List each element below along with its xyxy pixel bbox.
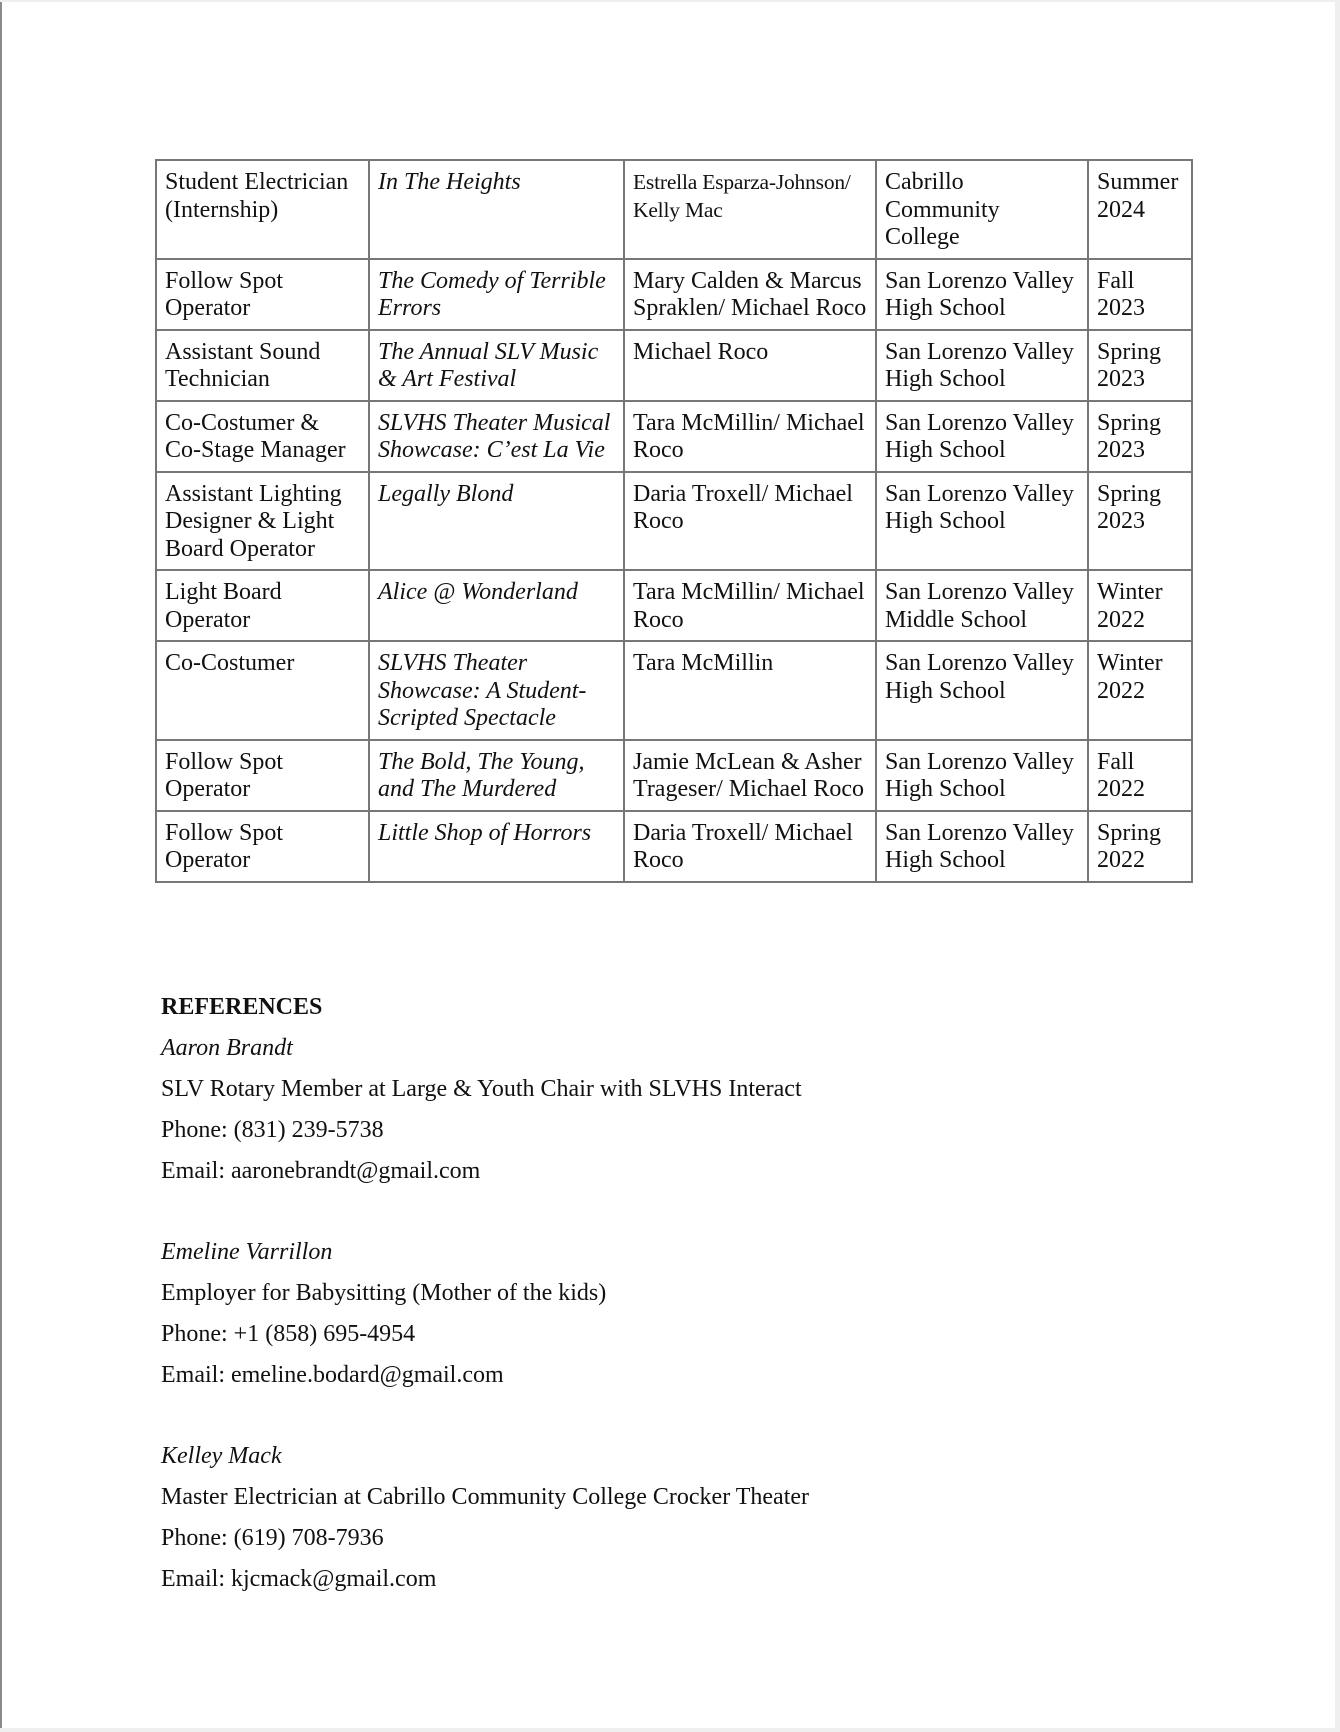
season-cell: Spring 2023 [1088, 401, 1192, 472]
venue-cell: San Lorenzo Valley High School [876, 740, 1088, 811]
supervisor-cell: Daria Troxell/ Michael Roco [624, 472, 876, 571]
role-cell: Light Board Operator [156, 570, 369, 641]
reference-title: SLV Rotary Member at Large & Youth Chair with SLVHS Interact [161, 1076, 802, 1102]
production-cell: The Bold, The Young, and The Murdered [369, 740, 624, 811]
supervisor-cell: Jamie McLean & Asher Trageser/ Michael Roco [624, 740, 876, 811]
reference-entry [161, 1232, 809, 1396]
venue-cell: San Lorenzo Valley High School [876, 641, 1088, 740]
reference-name: Aaron Brandt [161, 1035, 293, 1061]
season-cell: Spring 2023 [1088, 330, 1192, 401]
production-cell: SLVHS Theater Musical Showcase: C’est La Vie [369, 401, 624, 472]
season-cell: Fall 2023 [1088, 259, 1192, 330]
venue-cell: Cabrillo Community College [876, 160, 1088, 259]
table-row [156, 811, 1192, 882]
role-cell: Co-Costumer [156, 641, 369, 740]
production-cell: In The Heights [369, 160, 624, 259]
references-section [161, 987, 809, 1600]
table-row [156, 570, 1192, 641]
supervisor-cell: Tara McMillin [624, 641, 876, 740]
experience-table-body [156, 160, 1192, 882]
reference-email: Email: kjcmack@gmail.com [161, 1566, 437, 1592]
role-cell: Follow Spot Operator [156, 259, 369, 330]
season-cell: Fall 2022 [1088, 740, 1192, 811]
venue-cell: San Lorenzo Valley High School [876, 259, 1088, 330]
reference-phone: Phone: +1 (858) 695-4954 [161, 1321, 416, 1347]
reference-name: Kelley Mack [161, 1443, 282, 1469]
role-cell: Assistant Lighting Designer & Light Board Operator [156, 472, 369, 571]
production-cell: The Comedy of Terrible Errors [369, 259, 624, 330]
supervisor-cell: Estrella Esparza-Johnson/ Kelly Mac [624, 160, 876, 259]
production-cell: SLVHS Theater Showcase: A Student-Scripted Spectacle [369, 641, 624, 740]
venue-cell: San Lorenzo Valley High School [876, 472, 1088, 571]
reference-title: Master Electrician at Cabrillo Community College Crocker Theater [161, 1484, 810, 1510]
season-cell: Winter 2022 [1088, 570, 1192, 641]
reference-title: Employer for Babysitting (Mother of the kids) [161, 1280, 607, 1306]
role-cell: Co-Costumer & Co-Stage Manager [156, 401, 369, 472]
reference-email: Email: emeline.bodard@gmail.com [161, 1362, 504, 1388]
references-heading: REFERENCES [161, 994, 323, 1020]
experience-table [155, 159, 1193, 883]
role-cell: Follow Spot Operator [156, 811, 369, 882]
production-cell: Legally Blond [369, 472, 624, 571]
reference-entry [161, 1436, 809, 1600]
season-cell: Summer 2024 [1088, 160, 1192, 259]
supervisor-cell: Tara McMillin/ Michael Roco [624, 570, 876, 641]
season-cell: Winter 2022 [1088, 641, 1192, 740]
supervisor-cell: Michael Roco [624, 330, 876, 401]
table-row [156, 401, 1192, 472]
table-row [156, 472, 1192, 571]
document-page [0, 2, 1335, 1728]
spacer [161, 1192, 809, 1232]
table-row [156, 740, 1192, 811]
table-row [156, 160, 1192, 259]
reference-name: Emeline Varrillon [161, 1239, 333, 1265]
production-cell: Alice @ Wonderland [369, 570, 624, 641]
season-cell: Spring 2022 [1088, 811, 1192, 882]
role-cell: Assistant Sound Technician [156, 330, 369, 401]
supervisor-cell: Mary Calden & Marcus Spraklen/ Michael Roco [624, 259, 876, 330]
venue-cell: San Lorenzo Valley High School [876, 330, 1088, 401]
supervisor-cell: Daria Troxell/ Michael Roco [624, 811, 876, 882]
table-row [156, 330, 1192, 401]
reference-entry [161, 1028, 809, 1192]
table-row [156, 259, 1192, 330]
venue-cell: San Lorenzo Valley High School [876, 811, 1088, 882]
reference-phone: Phone: (831) 239-5738 [161, 1117, 384, 1143]
role-cell: Follow Spot Operator [156, 740, 369, 811]
table-row [156, 641, 1192, 740]
season-cell: Spring 2023 [1088, 472, 1192, 571]
spacer [161, 1396, 809, 1436]
role-cell: Student Electrician (Internship) [156, 160, 369, 259]
venue-cell: San Lorenzo Valley High School [876, 401, 1088, 472]
production-cell: The Annual SLV Music & Art Festival [369, 330, 624, 401]
reference-phone: Phone: (619) 708-7936 [161, 1525, 384, 1551]
reference-email: Email: aaronebrandt@gmail.com [161, 1158, 481, 1184]
venue-cell: San Lorenzo Valley Middle School [876, 570, 1088, 641]
supervisor-cell: Tara McMillin/ Michael Roco [624, 401, 876, 472]
production-cell: Little Shop of Horrors [369, 811, 624, 882]
